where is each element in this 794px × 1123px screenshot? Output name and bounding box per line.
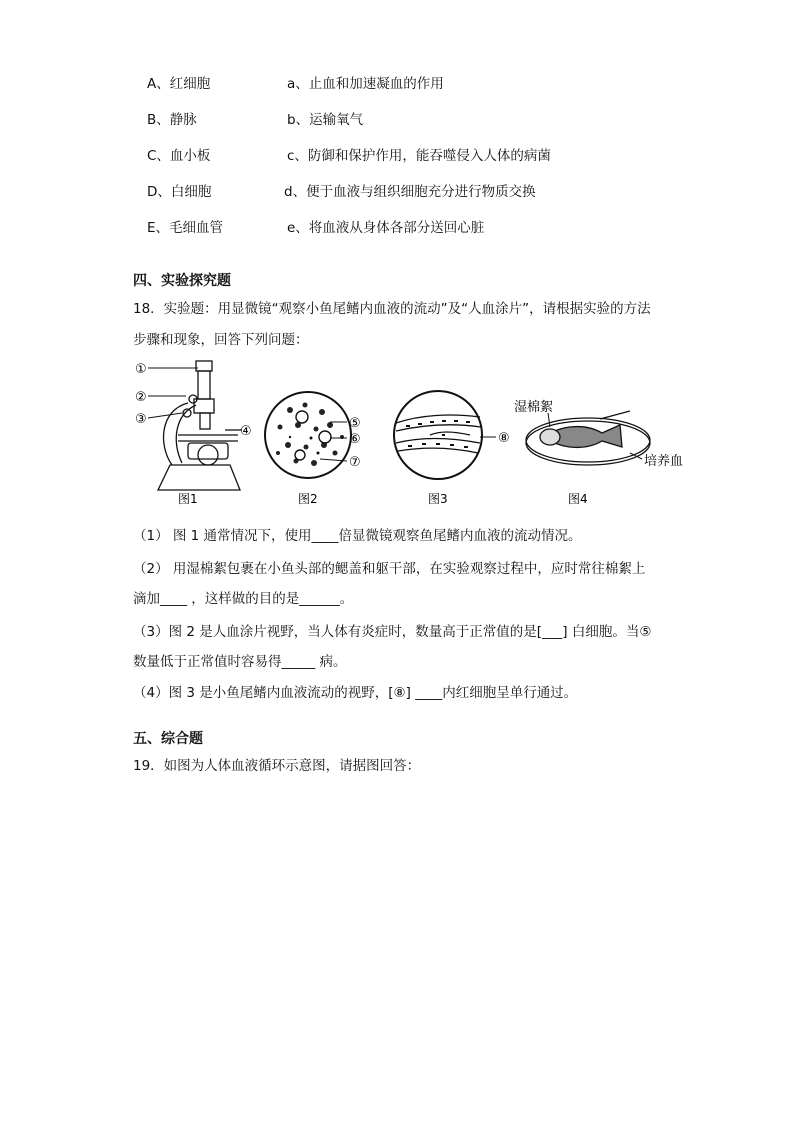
section5-title: 五、综合题 (133, 731, 203, 747)
match-right-a: a、止血和加速凝血的作用 (287, 76, 444, 92)
figure4-fish-dish (526, 411, 650, 465)
label-circle-5: ⑤ (349, 416, 361, 431)
label-circle-2: ② (135, 390, 147, 405)
experiment-figures (130, 355, 700, 515)
label-circle-1: ① (135, 362, 147, 377)
q19-text: 19．如图为人体血液循环示意图，请据图回答： (133, 758, 421, 774)
match-left-c: C、血小板 (147, 148, 211, 164)
label-circle-4: ④ (240, 424, 252, 439)
q18-part2-line2: 滴加____ ，这样做的目的是______。 (133, 591, 354, 607)
label-wet-cotton: 湿棉絮 (514, 400, 554, 415)
match-left-d: D、白细胞 (147, 184, 212, 200)
match-right-c: c、防御和保护作用，能吞噬侵入人体的病菌 (287, 148, 551, 164)
q18-line2: 步骤和现象，回答下列问题： (133, 332, 309, 348)
section4-title: 四、实验探究题 (133, 273, 231, 289)
q18-part3-line2: 数量低于正常值时容易得_____ 病。 (133, 654, 347, 670)
label-circle-3: ③ (135, 412, 147, 427)
figure3-capillary-view (394, 391, 482, 479)
q18-part1: （1） 图 1 通常情况下，使用____倍显微镜观察鱼尾鳍内血液的流动情况。 (133, 528, 582, 544)
caption-fig1: 图1 (178, 492, 198, 506)
match-left-a: A、红细胞 (147, 76, 211, 92)
match-right-b: b、运输氧气 (287, 112, 364, 128)
label-culture: 培养血 (644, 454, 684, 469)
q18-part4: （4）图 3 是小鱼尾鳍内血液流动的视野，[⑧] ____内红细胞呈单行通过。 (133, 685, 578, 701)
q18-line1: 18．实验题：用显微镜“观察小鱼尾鳍内血液的流动”及“人血涂片”，请根据实验的方法 (133, 301, 651, 317)
label-circle-6: ⑥ (349, 432, 361, 447)
label-circle-8: ⑧ (498, 431, 510, 446)
match-right-e: e、将血液从身体各部分送回心脏 (287, 220, 485, 236)
match-right-d: d、便于血液与组织细胞充分进行物质交换 (284, 184, 536, 200)
figure1-microscope (158, 361, 242, 490)
caption-fig2: 图2 (298, 492, 318, 506)
caption-fig3: 图3 (428, 492, 448, 506)
match-left-b: B、静脉 (147, 112, 197, 128)
label-circle-7: ⑦ (349, 455, 361, 470)
caption-fig4: 图4 (568, 492, 588, 506)
q18-part2-line1: （2） 用湿棉絮包裹在小鱼头部的鳃盖和躯干部，在实验观察过程中，应时常往棉絮上 (133, 561, 646, 577)
figure2-blood-smear (265, 392, 351, 478)
match-left-e: E、毛细血管 (147, 220, 224, 236)
q18-part3-line1: （3）图 2 是人血涂片视野，当人体有炎症时，数量高于正常值的是[___] 白细胞。当⑤ (133, 624, 652, 640)
